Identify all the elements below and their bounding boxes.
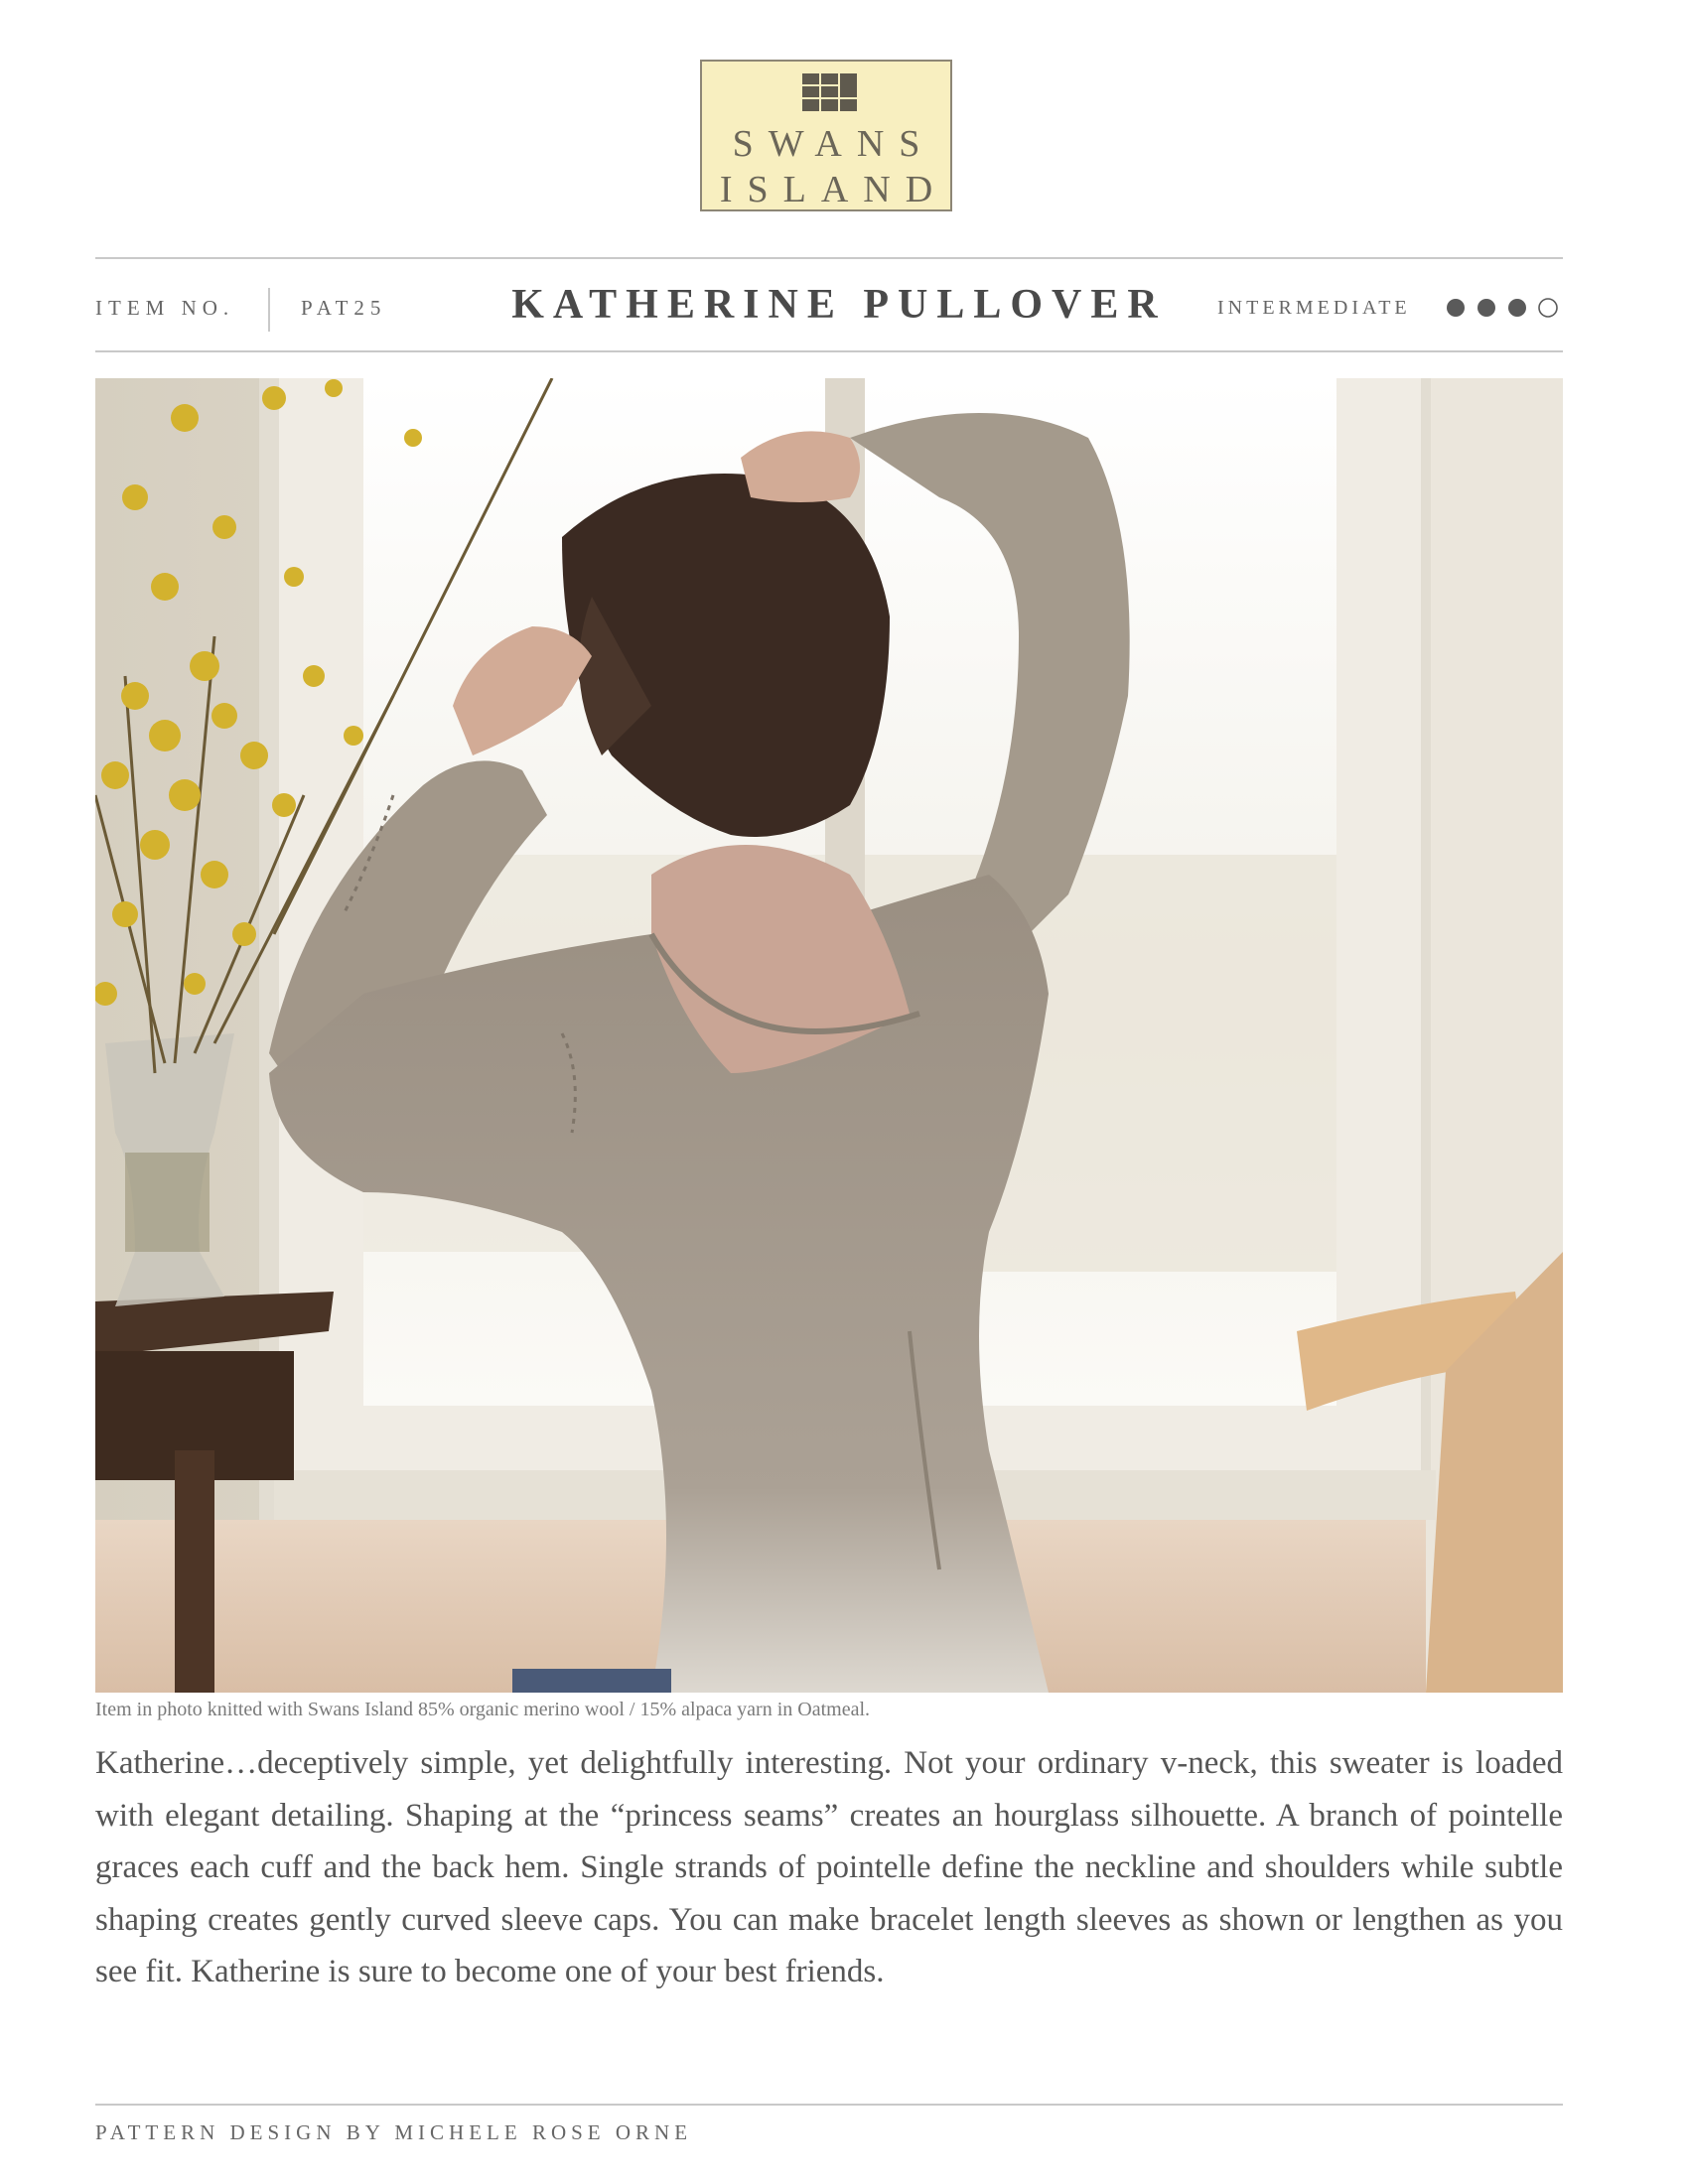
skill-dot-filled xyxy=(1508,299,1526,317)
item-number-value: PAT25 xyxy=(301,296,387,320)
header-top-rule xyxy=(95,257,1563,259)
item-divider xyxy=(268,288,270,332)
designer-credit: PATTERN DESIGN BY MICHELE ROSE ORNE xyxy=(95,2120,693,2144)
footer-rule xyxy=(95,2104,1563,2106)
item-number-label: ITEM NO. xyxy=(95,296,235,320)
header-bottom-rule xyxy=(95,350,1563,352)
skill-dot-empty xyxy=(1539,299,1557,317)
photo-caption: Item in photo knitted with Swans Island 85% organic merino wool / 15% alpaca yarn in Oatmeal. xyxy=(95,1699,871,1720)
pattern-title: KATHERINE PULLOVER xyxy=(511,282,1167,328)
skill-level-label: INTERMEDIATE xyxy=(1217,297,1411,319)
product-photo xyxy=(95,378,1563,1693)
skill-level-rating xyxy=(1445,297,1564,319)
brand-name-line2: ISLAND xyxy=(719,169,948,210)
pattern-description: Katherine…deceptively simple, yet delightfully interesting. Not your ordinary v-neck, this sweater is loaded with elegant detailing. Shaping at the “princess seams” creates an hourglass silhouette. A branch of pointelle graces each cuff and the back hem. Single strands of pointelle define the neckline and shoulders while subtle shaping creates gently curved sleeve caps. You can make bracelet length sleeves as shown or lengthen as you see fit. Katherine is sure to become one of your best friends. xyxy=(95,1745,1563,1989)
skill-dot-filled xyxy=(1477,299,1495,317)
sweater-model-photo xyxy=(95,378,1563,1693)
skill-dot-filled xyxy=(1447,299,1465,317)
brand-name-line1: SWANS xyxy=(732,123,935,165)
brand-logo xyxy=(700,60,952,211)
window-grid-icon xyxy=(802,73,857,111)
